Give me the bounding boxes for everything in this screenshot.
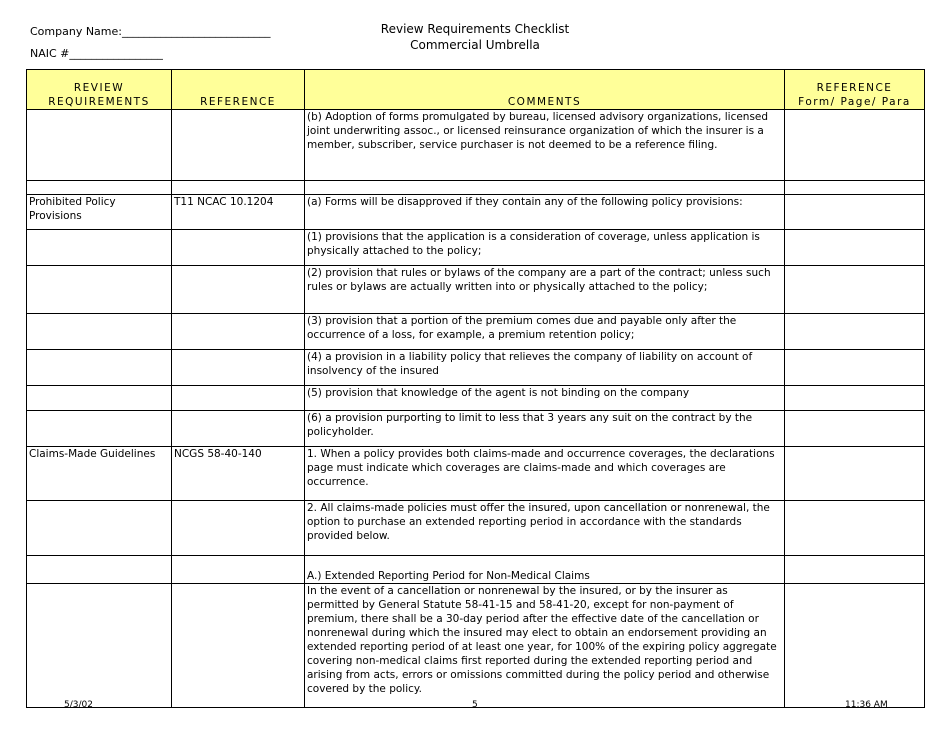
review-cell: [27, 411, 172, 447]
review-cell: [27, 181, 172, 195]
review-cell: [27, 584, 172, 708]
form-reference-cell: [785, 556, 925, 584]
review-cell: [27, 230, 172, 266]
column-header-form-reference: [785, 70, 925, 110]
review-cell: Claims-Made Guidelines: [27, 447, 172, 501]
table-row: [27, 584, 925, 708]
table-row: [27, 314, 925, 350]
title-line-1: Review Requirements Checklist: [380, 22, 570, 36]
footer-time: 11:36 AM: [845, 700, 888, 710]
form-reference-cell: [785, 110, 925, 181]
comments-cell: (2) provision that rules or bylaws of the company are a part of the contract; unless such rules or bylaws are actually written into or physically attached to the policy;: [305, 266, 785, 314]
reference-cell: [172, 386, 305, 411]
review-cell: [27, 386, 172, 411]
form-reference-cell: [785, 447, 925, 501]
comments-cell: 1. When a policy provides both claims-made and occurrence coverages, the declarations page must indicate which coverages are claims-made and which coverages are occurrence.: [305, 447, 785, 501]
form-reference-line-2: Form/ Page/ Para: [798, 96, 911, 108]
comments-cell: 2. All claims-made policies must offer the insured, upon cancellation or nonrenewal, the option to purchase an extended reporting period in accordance with the standards provided below.: [305, 501, 785, 556]
comments-cell: (1) provisions that the application is a consideration of coverage, unless application is physically attached to the policy;: [305, 230, 785, 266]
naic-field: NAIC #_________________: [30, 47, 163, 60]
table-row: [27, 266, 925, 314]
reference-cell: [172, 266, 305, 314]
form-reference-line-1: REFERENCE: [816, 82, 893, 94]
reference-cell: NCGS 58-40-140: [172, 447, 305, 501]
comments-cell: (6) a provision purporting to limit to less that 3 years any suit on the contract by the policyholder.: [305, 411, 785, 447]
review-cell: [27, 110, 172, 181]
comments-cell: [305, 181, 785, 195]
table-row: [27, 350, 925, 386]
column-header-review: REVIEW REQUIREMENTS: [27, 70, 172, 110]
reference-cell: [172, 584, 305, 708]
comments-cell: (4) a provision in a liability policy that relieves the company of liability on account of insolvency of the insured: [305, 350, 785, 386]
reference-cell: T11 NCAC 10.1204: [172, 195, 305, 230]
comments-cell: (5) provision that knowledge of the agent is not binding on the company: [305, 386, 785, 411]
form-reference-cell: [785, 411, 925, 447]
table-row: [27, 411, 925, 447]
column-header-comments: COMMENTS: [305, 70, 785, 110]
review-cell: [27, 314, 172, 350]
form-reference-cell: [785, 195, 925, 230]
table-row: [27, 556, 925, 584]
reference-cell: [172, 350, 305, 386]
footer-page-number: 5: [472, 700, 478, 710]
column-header-reference: REFERENCE: [172, 70, 305, 110]
document-title: [300, 21, 650, 53]
reference-cell: [172, 556, 305, 584]
table-row: [27, 230, 925, 266]
form-reference-cell: [785, 230, 925, 266]
comments-cell: (b) Adoption of forms promulgated by bureau, licensed advisory organizations, licensed joint underwriting assoc., or licensed reinsurance organization of which the insurer is a member, subscriber, service purchaser is not deemed to be a reference filing.: [305, 110, 785, 181]
form-reference-cell: [785, 386, 925, 411]
table-row: [27, 195, 925, 230]
requirements-table: [26, 69, 925, 708]
review-cell: [27, 350, 172, 386]
reference-cell: [172, 181, 305, 195]
review-cell: [27, 501, 172, 556]
form-reference-cell: [785, 314, 925, 350]
table-row: [27, 501, 925, 556]
form-reference-cell: [785, 584, 925, 708]
table-row: [27, 181, 925, 195]
reference-cell: [172, 411, 305, 447]
review-cell: [27, 556, 172, 584]
company-name-field: Company Name:___________________________: [30, 25, 271, 38]
title-line-2: Commercial Umbrella: [410, 38, 540, 52]
reference-cell: [172, 230, 305, 266]
table-row: [27, 110, 925, 181]
form-reference-cell: [785, 501, 925, 556]
reference-cell: [172, 314, 305, 350]
footer-date: 5/3/02: [64, 700, 93, 710]
review-cell: [27, 266, 172, 314]
form-reference-cell: [785, 350, 925, 386]
review-cell: Prohibited Policy Provisions: [27, 195, 172, 230]
table-row: [27, 386, 925, 411]
reference-cell: [172, 110, 305, 181]
form-reference-cell: [785, 266, 925, 314]
comments-cell: In the event of a cancellation or nonrenewal by the insured, or by the insurer as permitted by General Statute 58-41-15 and 58-41-20, except for non-payment of premium, there shall be a 30-day period after the effective date of the cancellation or nonrenewal during which the insured may elect to obtain an endorsement providing an extended reporting period of at least one year, for 100% of the expiring policy aggregate covering non-medical claims first reported during the extended reporting period and arising from acts, errors or omissions committed during the policy period and otherwise covered by the policy.: [305, 584, 785, 708]
comments-cell: (3) provision that a portion of the premium comes due and payable only after the occurrence of a loss, for example, a premium retention policy;: [305, 314, 785, 350]
comments-cell: A.) Extended Reporting Period for Non-Medical Claims: [305, 556, 785, 584]
form-reference-cell: [785, 181, 925, 195]
table-row: [27, 447, 925, 501]
comments-cell: (a) Forms will be disapproved if they contain any of the following policy provisions:: [305, 195, 785, 230]
reference-cell: [172, 501, 305, 556]
